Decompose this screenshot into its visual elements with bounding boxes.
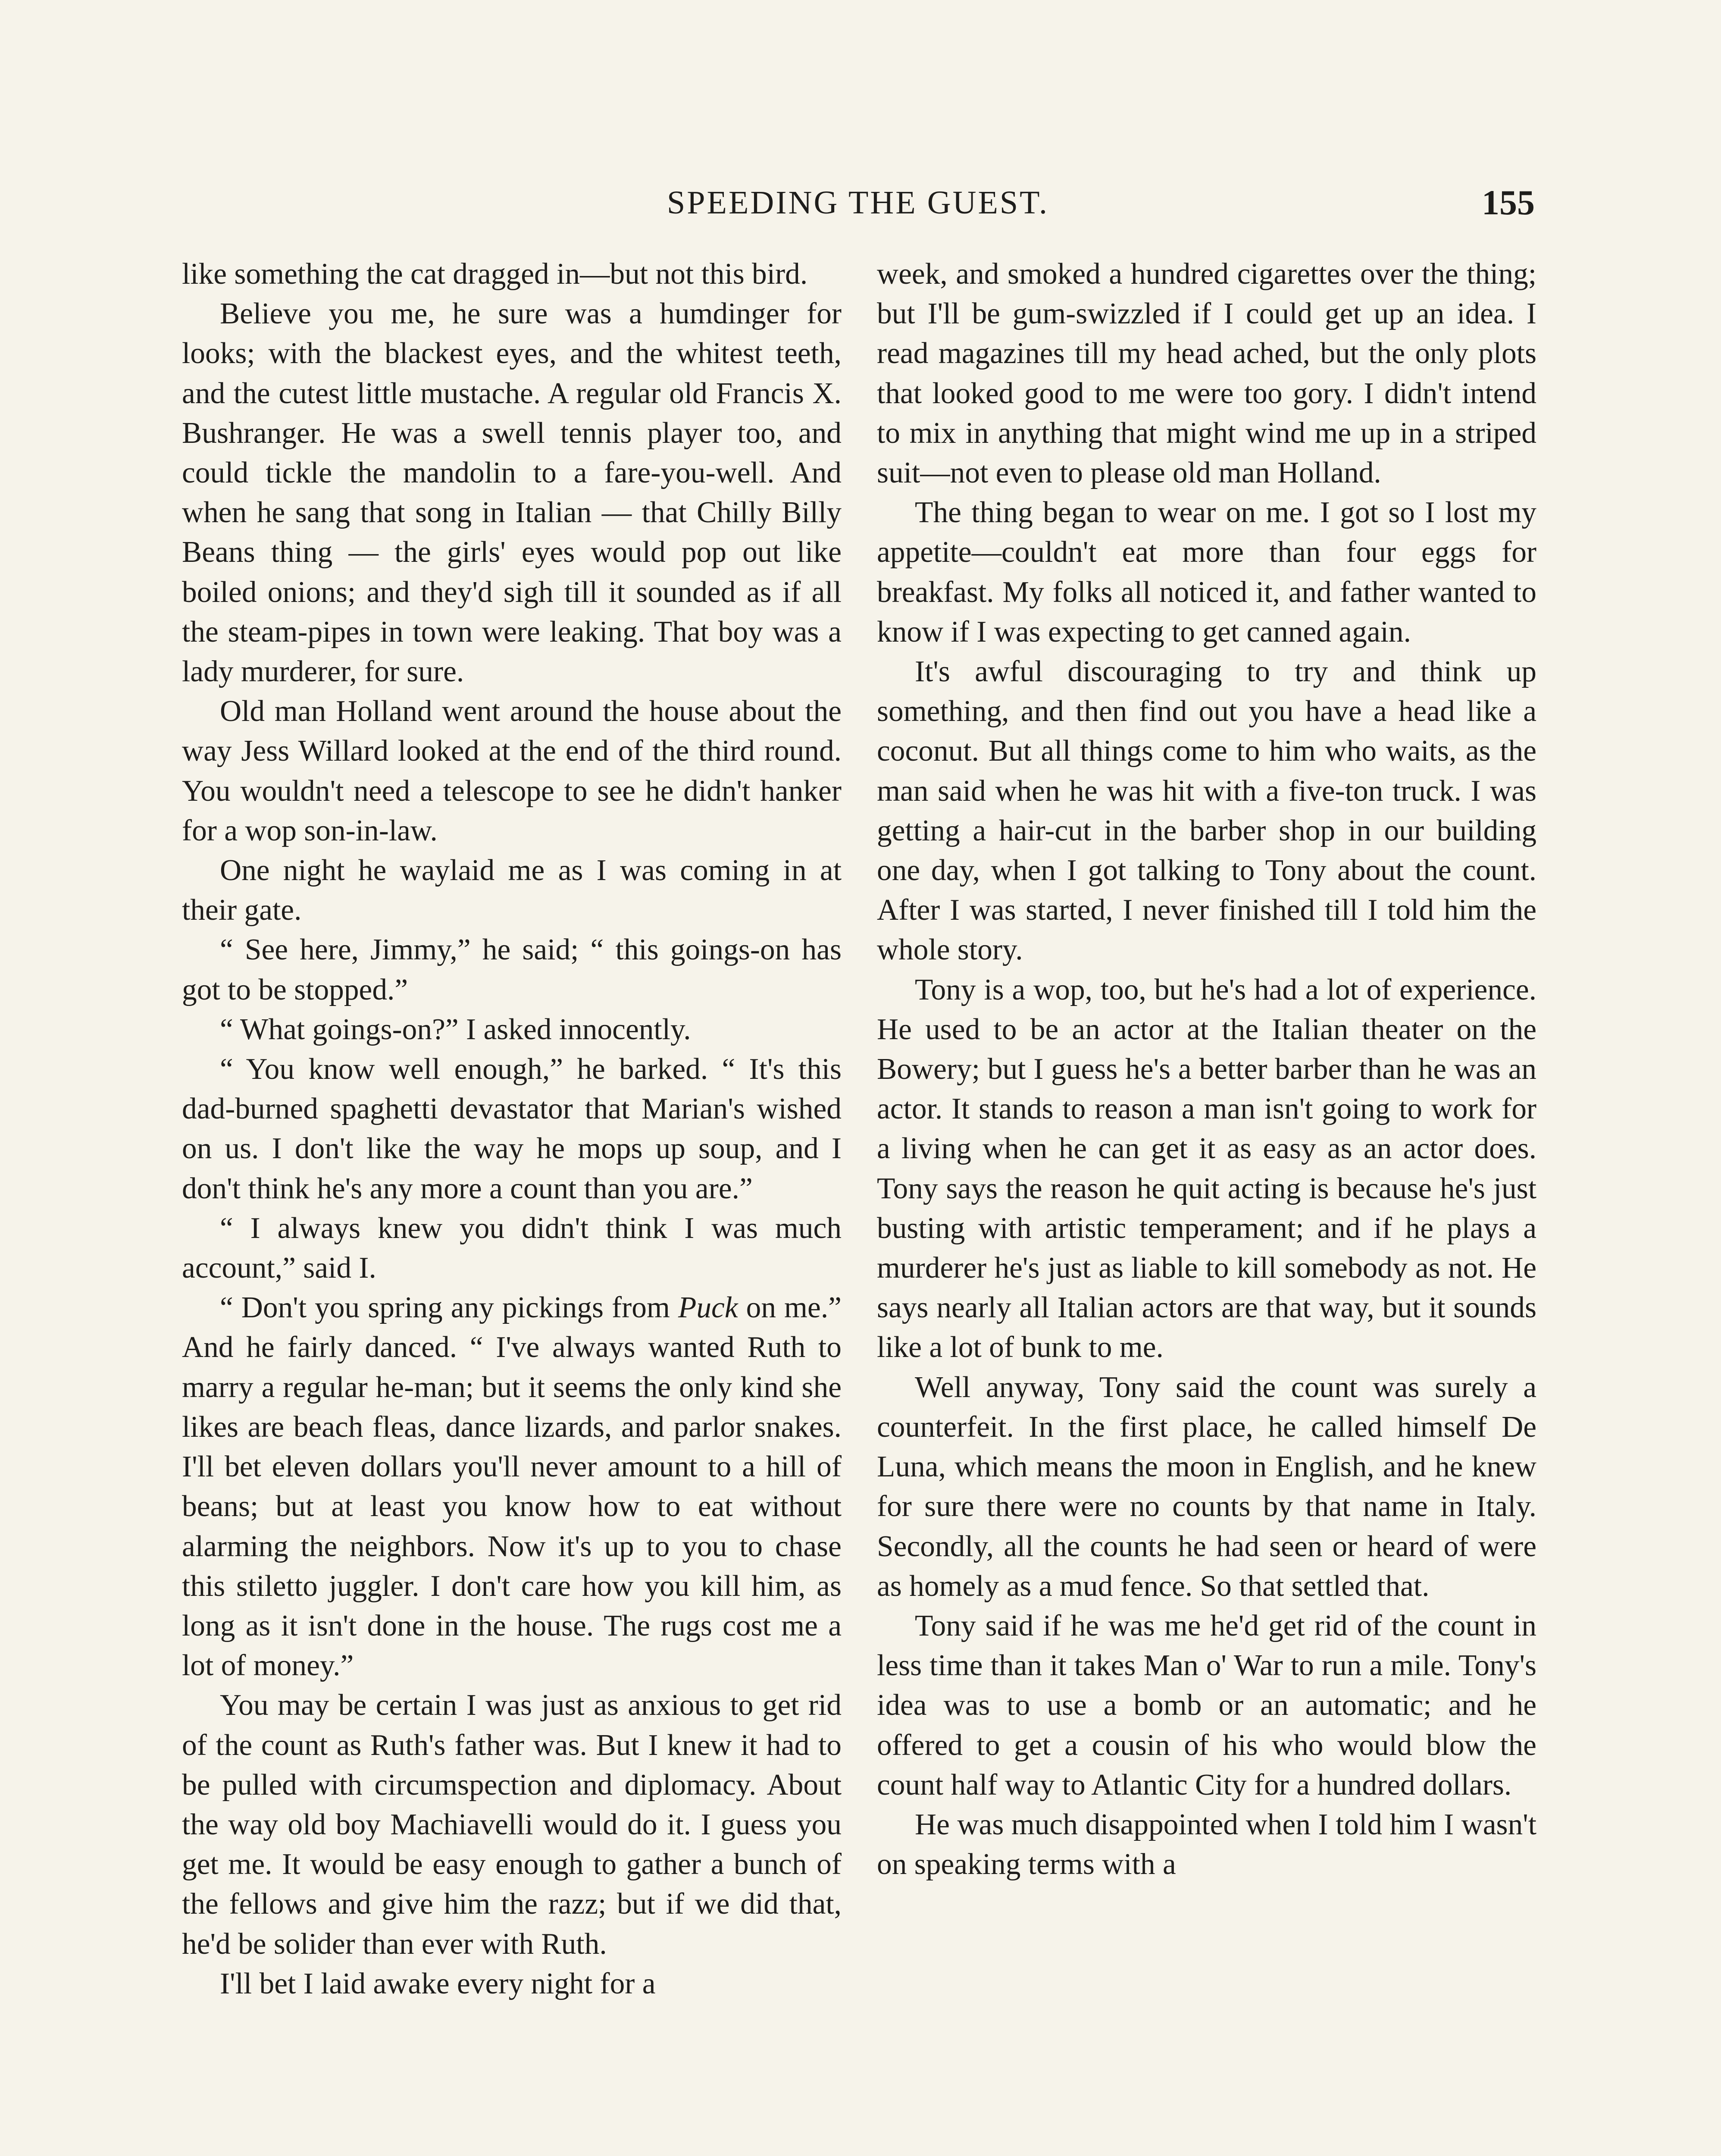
page-number: 155 [1482, 183, 1535, 222]
paragraph: Old man Holland went around the house about the way Jess Willard looked at the end of the third round. You wouldn't need a telescope to see he didn't hanker for a wop son-in-law. [182, 695, 842, 847]
page-header [181, 172, 1535, 233]
running-head: SPEEDING THE GUEST. [667, 185, 1049, 221]
right-column [877, 254, 1536, 1884]
paragraph: The thing began to wear on me. I got so I lost my appetite—couldn't eat more than four eggs for breakfast. My folks all noticed it, and father wanted to know if I was expecting to get canned again. [877, 496, 1536, 649]
paragraph [182, 1288, 842, 1686]
paragraph: Well anyway, Tony said the count was surely a counterfeit. In the first place, he called himself De Luna, which means the moon in English, and he knew for sure there were no counts by that name in Italy. Secondly, all the counts he had seen or heard of were as homely as a mud fence. So that settled that. [877, 1370, 1536, 1603]
paragraph: “ I always knew you didn't think I was much account,” said I. [182, 1211, 842, 1285]
paragraph: “ See here, Jimmy,” he said; “ this goings-on has got to be stopped.” [182, 933, 842, 1006]
paragraph-text: on me.” And he fairly danced. “ I've always wanted Ruth to marry a regular he-man; but it seems the only kind she likes are beach fleas, dance lizards, and parlor snakes. I'll bet eleven dollars you'll never amount to a hill of beans; but at least you know how to eat without alarming the neighbors. Now it's up to you to chase this stiletto juggler. I don't care how you kill him, as long as it isn't done in the house. The rugs cost me a lot of money.” [182, 1291, 842, 1683]
paragraph: One night he waylaid me as I was coming in at their gate. [182, 854, 842, 927]
paragraph: You may be certain I was just as anxious to get rid of the count as Ruth's father was. But I knew it had to be pulled with circumspection and diplomacy. About the way old boy Machiavelli would do it. I guess you get me. It would be easy enough to gather a bunch of the fellows and give him the razz; but if we did that, he'd be solider than ever with Ruth. [182, 1689, 842, 1961]
paragraph: week, and smoked a hundred cigarettes over the thing; but I'll be gum-swizzled if I could get up an idea. I read magazines till my head ached, but the only plots that looked good to me were too gory. I didn't intend to mix in anything that might wind me up in a striped suit—not even to please old man Holland. [877, 257, 1536, 490]
paragraph: It's awful discouraging to try and think up something, and then find out you have a head like a coconut. But all things come to him who waits, as the man said when he was hit with a five-ton truck. I was getting a hair-cut in the barber shop in our building one day, when I got talking to Tony about the count. After I was started, I never finished till I told him the whole story. [877, 655, 1536, 967]
left-column [182, 254, 842, 2004]
paragraph-text: “ Don't you spring any pickings from [220, 1291, 670, 1325]
paragraph: “ You know well enough,” he barked. “ It's this dad-burned spaghetti devastator that Marian's wished on us. I don't like the way he mops up soup, and I don't think he's any more a count than you are.” [182, 1053, 842, 1205]
paragraph: like something the cat dragged in—but not this bird. [182, 257, 808, 291]
paragraph: I'll bet I laid awake every night for a [220, 1967, 656, 2000]
paragraph: He was much disappointed when I told him I wasn't on speaking terms with a [877, 1808, 1536, 1881]
magazine-title: Puck [678, 1291, 738, 1325]
paragraph: Tony is a wop, too, but he's had a lot of experience. He used to be an actor at the Italian theater on the Bowery; but I guess he's a better barber than he was an actor. It stands to reason a man isn't going to work for a living when he can get it as easy as an actor does. Tony says the reason he quit acting is because he's just busting with artistic temperament; and if he plays a murderer he's just as liable to kill somebody as not. He says nearly all Italian actors are that way, but it sounds like a lot of bunk to me. [877, 973, 1536, 1364]
paragraph: Believe you me, he sure was a humdinger for looks; with the blackest eyes, and the whitest teeth, and the cutest little mustache. A regular old Francis X. Bushranger. He was a swell tennis player too, and could tickle the mandolin to a fare-you-well. And when he sang that song in Italian — that Chilly Billy Beans thing — the girls' eyes would pop out like boiled onions; and they'd sigh till it sounded as if all the steam-pipes in town were leaking. That boy was a lady murderer, for sure. [182, 297, 842, 689]
paragraph: Tony said if he was me he'd get rid of the count in less time than it takes Man o' War to run a mile. Tony's idea was to use a bomb or an automatic; and he offered to get a cousin of his who would blow the count half way to Atlantic City for a hundred dollars. [877, 1609, 1536, 1802]
paragraph: “ What goings-on?” I asked innocently. [220, 1012, 691, 1046]
